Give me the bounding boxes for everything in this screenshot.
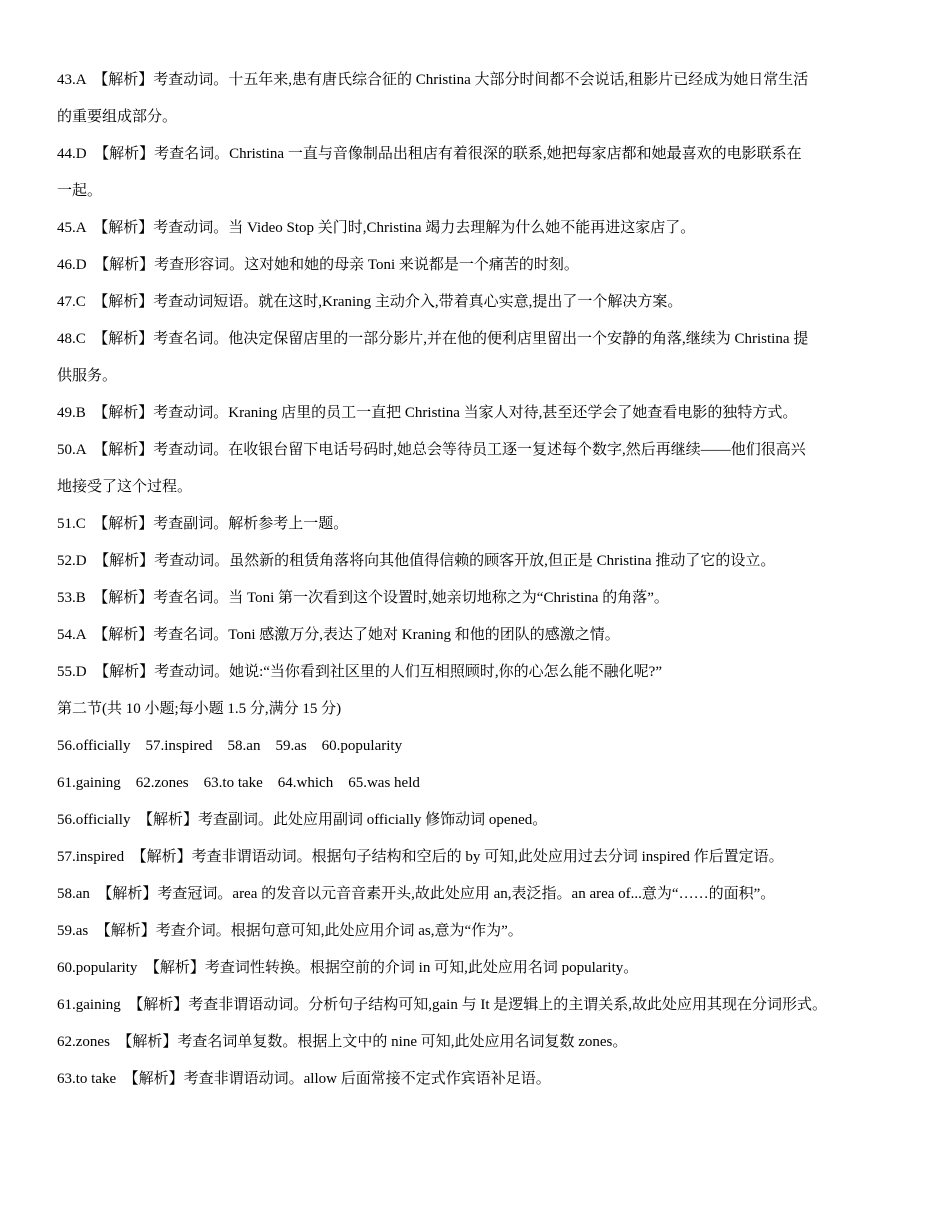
text-line-27: 62.zones 【解析】考查名词单复数。根据上文中的 nine 可知,此处应用名词复数 zones。: [57, 1034, 628, 1050]
answer-key-page: [57, 62, 907, 1098]
text-line-7: 47.C 【解析】考查动词短语。就在这时,Kraning 主动介入,带着真心实意,提出了一个解决方案。: [57, 294, 683, 310]
text-line-28: 63.to take 【解析】考查非谓语动词。allow 后面常接不定式作宾语补足语。: [57, 1071, 551, 1087]
text-line-11: 50.A 【解析】考查动词。在收银台留下电话号码时,她总会等待员工逐一复述每个数字,然后再继续——他们很高兴: [57, 442, 806, 458]
text-line-3: 44.D 【解析】考查名词。Christina 一直与音像制品出租店有着很深的联系,她把每家店都和她最喜欢的电影联系在: [57, 146, 802, 162]
text-line-1: 43.A 【解析】考查动词。十五年来,患有唐氏综合征的 Christina 大部分时间都不会说话,租影片已经成为她日常生活: [57, 72, 809, 88]
text-line-5: 45.A 【解析】考查动词。当 Video Stop 关门时,Christina 竭力去理解为什么她不能再进这家店了。: [57, 220, 696, 236]
text-line-9: 供服务。: [57, 368, 118, 384]
section-heading: 第二节(共 10 小题;每小题 1.5 分,满分 15 分): [57, 701, 342, 717]
text-line-8: 48.C 【解析】考查名词。他决定保留店里的一部分影片,并在他的便利店里留出一个安静的角落,继续为 Christina 提: [57, 331, 809, 347]
text-line-16: 54.A 【解析】考查名词。Toni 感激万分,表达了她对 Kraning 和他的团队的感激之情。: [57, 627, 620, 643]
text-line-2: 的重要组成部分。: [57, 109, 178, 125]
text-line-21: 56.officially 【解析】考查副词。此处应用副词 officially 修饰动词 opened。: [57, 812, 548, 828]
text-line-23: 58.an 【解析】考查冠词。area 的发音以元音音素开头,故此处应用 an,表泛指。an area of...意为“……的面积”。: [57, 886, 776, 902]
answers-row-1: 56.officially 57.inspired 58.an 59.as 60.popularity: [57, 738, 403, 754]
text-line-15: 53.B 【解析】考查名词。当 Toni 第一次看到这个设置时,她亲切地称之为“Christina 的角落”。: [57, 590, 669, 606]
text-line-26: 61.gaining 【解析】考查非谓语动词。分析句子结构可知,gain 与 It 是逻辑上的主谓关系,故此处应用其现在分词形式。: [57, 997, 827, 1013]
text-line-12: 地接受了这个过程。: [57, 479, 193, 495]
text-line-25: 60.popularity 【解析】考查词性转换。根据空前的介词 in 可知,此处应用名词 popularity。: [57, 960, 639, 976]
text-line-14: 52.D 【解析】考查动词。虽然新的租赁角落将向其他值得信赖的顾客开放,但正是 Christina 推动了它的设立。: [57, 553, 776, 569]
answers-row-2: 61.gaining 62.zones 63.to take 64.which 65.was held: [57, 775, 420, 791]
text-line-24: 59.as 【解析】考查介词。根据句意可知,此处应用介词 as,意为“作为”。: [57, 923, 523, 939]
text-line-13: 51.C 【解析】考查副词。解析参考上一题。: [57, 516, 349, 532]
text-line-6: 46.D 【解析】考查形容词。这对她和她的母亲 Toni 来说都是一个痛苦的时刻。: [57, 257, 579, 273]
text-line-4: 一起。: [57, 183, 103, 199]
text-line-10: 49.B 【解析】考查动词。Kraning 店里的员工一直把 Christina 当家人对待,甚至还学会了她查看电影的独特方式。: [57, 405, 798, 421]
text-line-22: 57.inspired 【解析】考查非谓语动词。根据句子结构和空后的 by 可知,此处应用过去分词 inspired 作后置定语。: [57, 849, 784, 865]
text-line-17: 55.D 【解析】考查动词。她说:“当你看到社区里的人们互相照顾时,你的心怎么能不融化呢?”: [57, 664, 662, 680]
